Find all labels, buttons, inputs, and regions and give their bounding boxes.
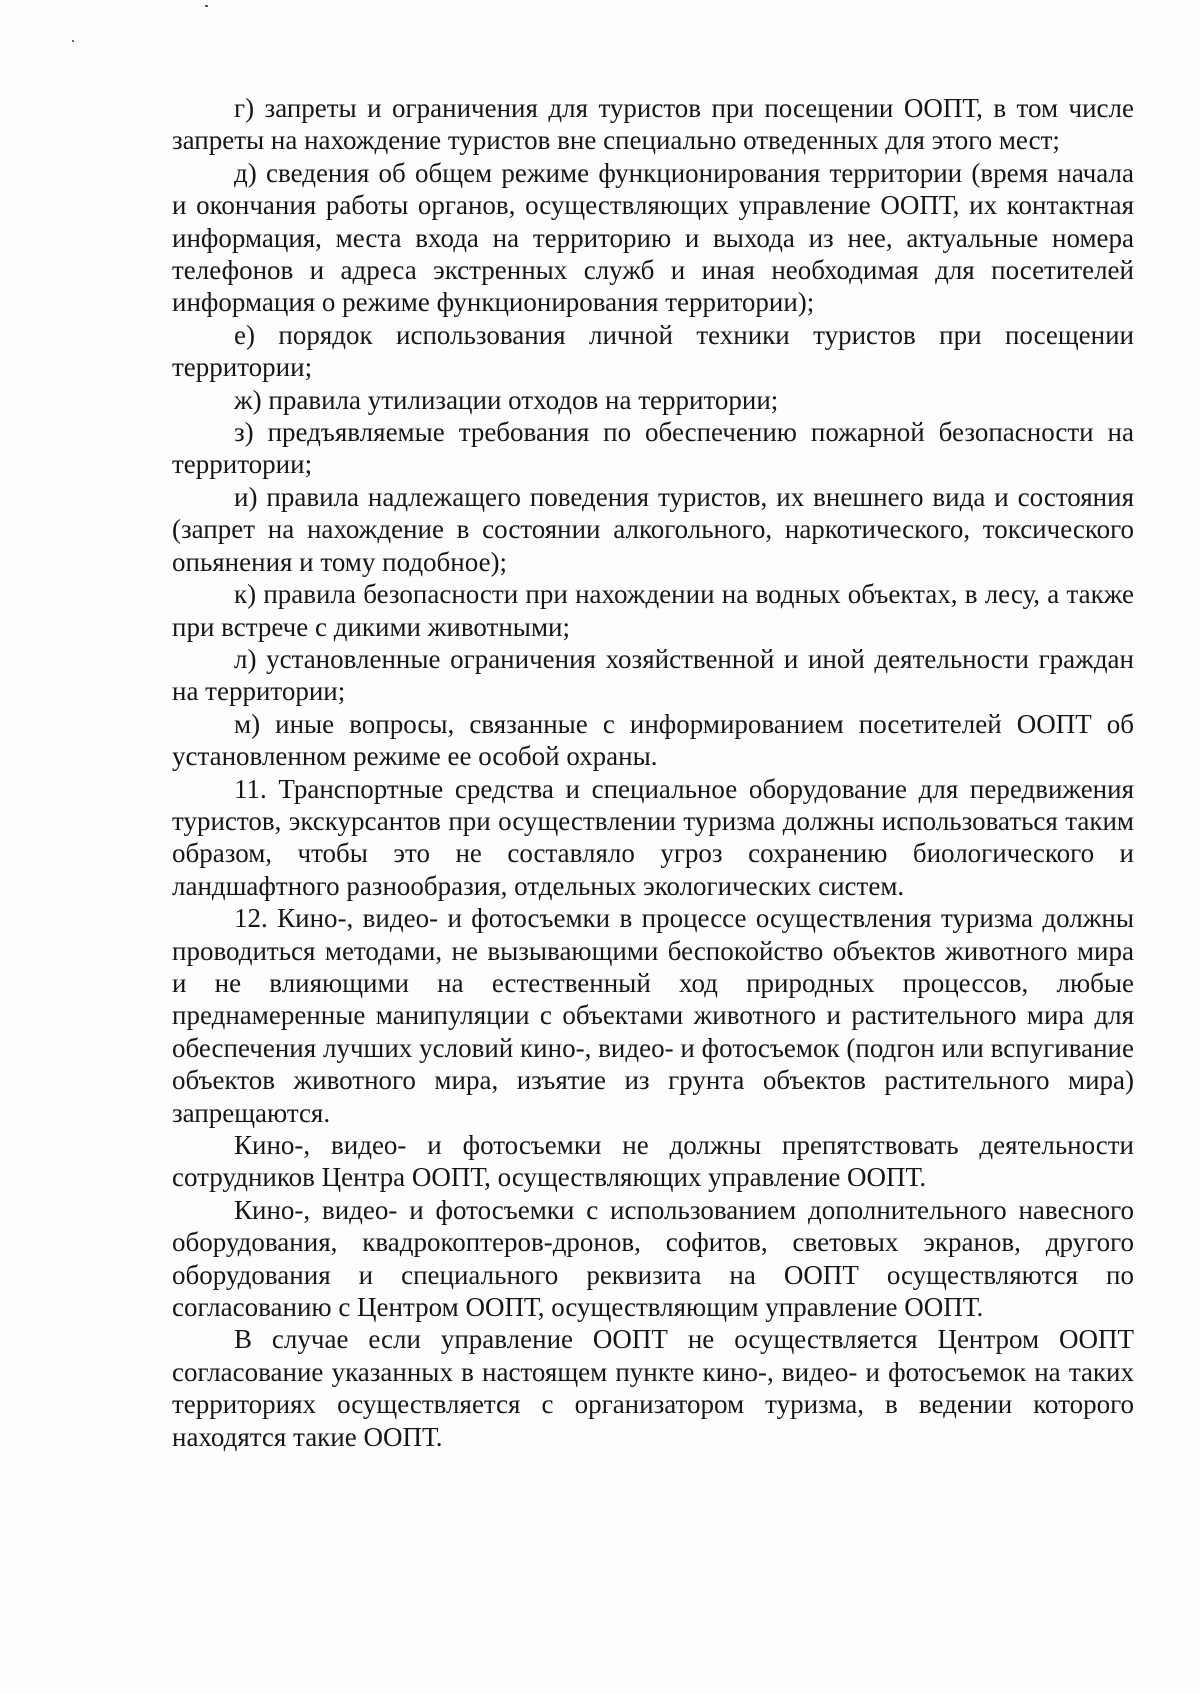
scan-speck [72,40,74,42]
paragraph-zh-waste-disposal: ж) правила утилизации отходов на территории; [234,384,779,415]
paragraph-d-operating-regime: д) сведения об общем режиме функционирования территории (время начала и окончания работы органов, осуществляющих управление ООПТ, их контактная информация, места входа на территорию и выхода из нее, актуальные номера телефонов и адреса экстренных служб и иная необходимая для посетителей информация о режиме функционирования территории); [172,157,1134,318]
paragraph-z-fire-safety: з) предъявляемые требования по обеспечению пожарной безопасности на территории; [172,417,1134,480]
document-body [172,92,1134,1453]
paragraph-filming-no-obstruction: Кино-, видео- и фотосъемки не должны препятствовать деятельности сотрудников Центра ООПТ, осуществляющих управление ООПТ. [172,1130,1134,1193]
paragraph-filming-other-organizer: В случае если управление ООПТ не осуществляется Центром ООПТ согласование указанных в настоящем пункте кино-, видео- и фотосъемок на таких территориях осуществляется с организатором туризма, в ведении которого находятся такие ООПТ. [172,1324,1134,1452]
paragraph-e-personal-equipment: е) порядок использования личной техники туристов при посещении территории; [172,319,1134,383]
paragraph-i-behavior-rules: и) правила надлежащего поведения туристов, их внешнего вида и состояния (запрет на нахождение в состоянии алкогольного, наркотического, токсического опьянения и тому подобное); [172,481,1134,577]
paragraph-filming-equipment-approval: Кино-, видео- и фотосъемки с использованием дополнительного навесного оборудования, квадрокоптеров-дронов, софитов, световых экранов, другого оборудования и специального реквизита на ООПТ осуществляются по согласованию с Центром ООПТ, осуществляющим управление ООПТ. [172,1194,1134,1323]
paragraph-m-other-questions: м) иные вопросы, связанные с информированием посетителей ООПТ об установленном режиме ее особой охраны. [172,708,1134,772]
paragraph-g-prohibitions: г) запреты и ограничения для туристов при посещении ООПТ, в том числе запреты на нахождение туристов вне специально отведенных для этого мест; [172,93,1134,156]
scan-speck [205,5,208,7]
paragraph-k-safety-rules: к) правила безопасности при нахождении на водных объектах, в лесу, а также при встрече с дикими животными; [172,579,1134,642]
paragraph-11-vehicles: 11. Транспортные средства и специальное оборудование для передвижения туристов, экскурсантов при осуществлении туризма должны использоваться таким образом, чтобы это не составляло угроз сохранению биологического и ландшафтного разнообразия, отдельных экологических систем. [172,773,1134,901]
paragraph-12-filming: 12. Кино-, видео- и фотосъемки в процессе осуществления туризма должны проводиться методами, не вызывающими беспокойство объектов животного мира и не влияющими на естественный ход природных процессов, любые преднамеренные манипуляции с объектами животного и растительного мира для обеспечения лучших условий кино-, видео- и фотосъемок (подгон или вспугивание объектов животного мира, изъятие из грунта объектов растительного мира) запрещаются. [172,903,1134,1128]
paragraph-l-activity-restrictions: л) установленные ограничения хозяйственной и иной деятельности граждан на территории; [172,643,1134,707]
